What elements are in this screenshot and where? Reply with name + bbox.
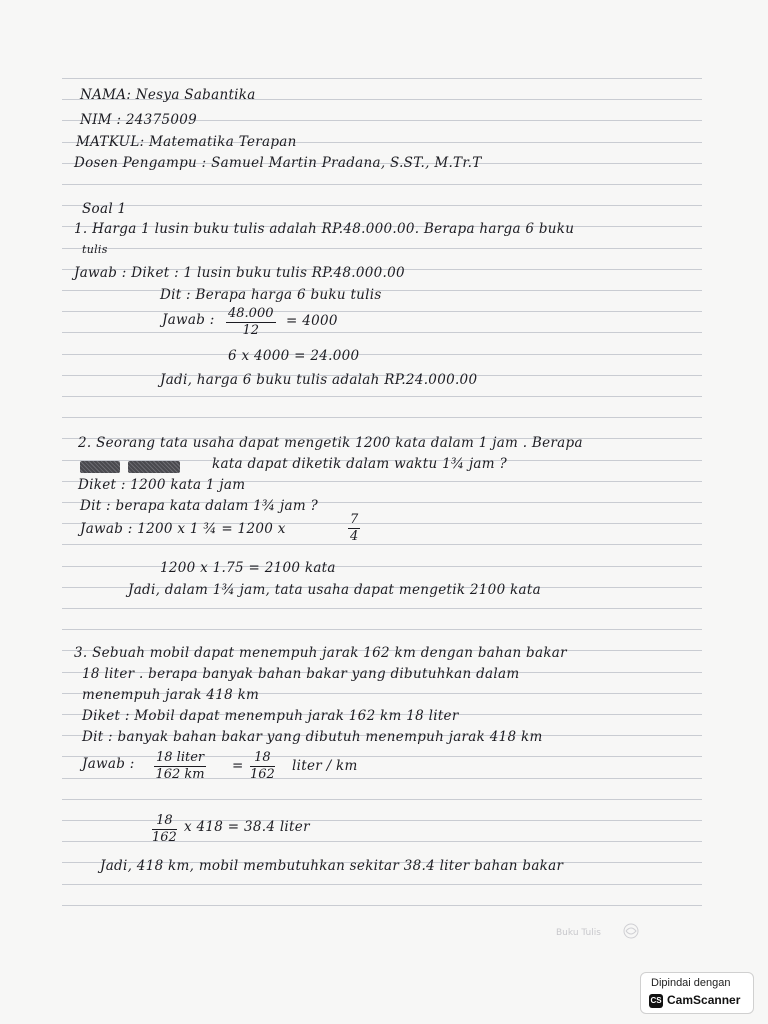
problem1-known: Jawab : Diket : 1 lusin buku tulis RP.48.000.00 bbox=[74, 265, 405, 281]
lecturer-line: Dosen Pengampu : Samuel Martin Pradana, S.ST., M.Tr.T bbox=[74, 155, 482, 171]
problem3-fraction-3 bbox=[152, 813, 177, 846]
problem3-fraction-1 bbox=[154, 750, 206, 783]
problem3-question-line1: 3. Sebuah mobil dapat menempuh jarak 162 km dengan bahan bakar bbox=[74, 645, 567, 661]
ruled-line bbox=[62, 566, 702, 567]
problem3-multiplication: x 418 = 38.4 liter bbox=[184, 819, 310, 835]
problem2-question-line1: 2. Seorang tata usaha dapat mengetik 1200 kata dalam 1 jam . Berapa bbox=[78, 435, 583, 451]
problem1-fraction-denominator: 12 bbox=[242, 323, 260, 338]
ruled-line bbox=[62, 205, 702, 206]
problem3-fraction-1-numerator: 18 liter bbox=[156, 750, 205, 765]
problem2-fraction-denominator: 4 bbox=[350, 529, 359, 544]
matkul-line: MATKUL: Matematika Terapan bbox=[76, 134, 297, 150]
problem1-question-line1: 1. Harga 1 lusin buku tulis adalah RP.48.000.00. Berapa harga 6 buku bbox=[74, 221, 575, 237]
ruled-line bbox=[62, 396, 702, 397]
problem2-fraction bbox=[348, 512, 360, 545]
section-title: Soal 1 bbox=[82, 201, 127, 217]
problem3-equals: = bbox=[232, 758, 244, 774]
problem2-answer: Jawab : 1200 x 1 ¾ = 1200 x bbox=[80, 521, 286, 537]
problem3-fraction-2 bbox=[250, 750, 275, 783]
problem3-fraction-2-denominator: 162 bbox=[250, 767, 275, 782]
ruled-line bbox=[62, 311, 702, 312]
problem2-conclusion: Jadi, dalam 1¾ jam, tata usaha dapat mengetik 2100 kata bbox=[128, 582, 541, 598]
problem3-fraction-3-denominator: 162 bbox=[152, 830, 177, 845]
scribble-mark bbox=[128, 461, 180, 473]
problem2-fraction-numerator: 7 bbox=[350, 512, 359, 527]
ruled-line bbox=[62, 332, 702, 333]
ruled-line bbox=[62, 184, 702, 185]
problem1-fraction bbox=[226, 306, 276, 339]
problem3-question-line3: menempuh jarak 418 km bbox=[82, 687, 260, 703]
problem2-known: Diket : 1200 kata 1 jam bbox=[78, 477, 246, 493]
camscanner-logo-icon: CS bbox=[649, 994, 663, 1008]
problem3-known: Diket : Mobil dapat menempuh jarak 162 km 18 liter bbox=[82, 708, 459, 724]
ruled-line bbox=[62, 290, 702, 291]
ruled-line bbox=[62, 629, 702, 630]
problem2-multiplication: 1200 x 1.75 = 2100 kata bbox=[160, 560, 336, 576]
problem1-fraction-numerator: 48.000 bbox=[228, 306, 274, 321]
problem3-asked: Dit : banyak bahan bakar yang dibutuh menempuh jarak 418 km bbox=[82, 729, 543, 745]
scanner-brand: CamScanner bbox=[667, 993, 741, 1007]
problem1-fraction-result: = 4000 bbox=[286, 313, 338, 329]
ruled-line bbox=[62, 417, 702, 418]
scanner-caption: Dipindai dengan bbox=[651, 977, 731, 989]
problem3-conclusion: Jadi, 418 km, mobil membutuhkan sekitar 38.4 liter bahan bakar bbox=[100, 858, 564, 874]
name-line: NAMA: Nesya Sabantika bbox=[80, 87, 256, 103]
scanner-badge bbox=[640, 972, 754, 1014]
problem3-fraction-1-denominator: 162 km bbox=[155, 767, 205, 782]
ruled-line bbox=[62, 248, 702, 249]
problem3-unit: liter / km bbox=[292, 758, 358, 774]
problem1-multiplication: 6 x 4000 = 24.000 bbox=[228, 348, 360, 364]
problem1-asked: Dit : Berapa harga 6 buku tulis bbox=[160, 287, 382, 303]
ruled-line bbox=[62, 544, 702, 545]
problem1-question-line2: tulis bbox=[82, 243, 108, 256]
ruled-line bbox=[62, 905, 702, 906]
nim-line: NIM : 24375009 bbox=[80, 112, 198, 128]
ruled-line bbox=[62, 78, 702, 79]
problem3-fraction-2-numerator: 18 bbox=[250, 750, 275, 767]
ruled-line bbox=[62, 884, 702, 885]
ruled-line bbox=[62, 799, 702, 800]
problem1-conclusion: Jadi, harga 6 buku tulis adalah RP.24.000.00 bbox=[160, 372, 478, 388]
ruled-line bbox=[62, 608, 702, 609]
notebook-watermark: Buku Tulis bbox=[556, 928, 601, 938]
scribble-mark bbox=[80, 461, 120, 473]
problem2-asked: Dit : berapa kata dalam 1¾ jam ? bbox=[80, 498, 319, 514]
ruled-line bbox=[62, 354, 702, 355]
problem3-answer-label: Jawab : bbox=[82, 756, 135, 772]
problem3-fraction-3-numerator: 18 bbox=[152, 813, 177, 830]
notebook-logo-icon bbox=[620, 922, 642, 942]
problem1-answer-label: Jawab : bbox=[162, 312, 215, 328]
problem2-question-line2: kata dapat diketik dalam waktu 1¾ jam ? bbox=[212, 456, 508, 472]
problem3-question-line2: 18 liter . berapa banyak bahan bakar yang dibutuhkan dalam bbox=[82, 666, 520, 682]
